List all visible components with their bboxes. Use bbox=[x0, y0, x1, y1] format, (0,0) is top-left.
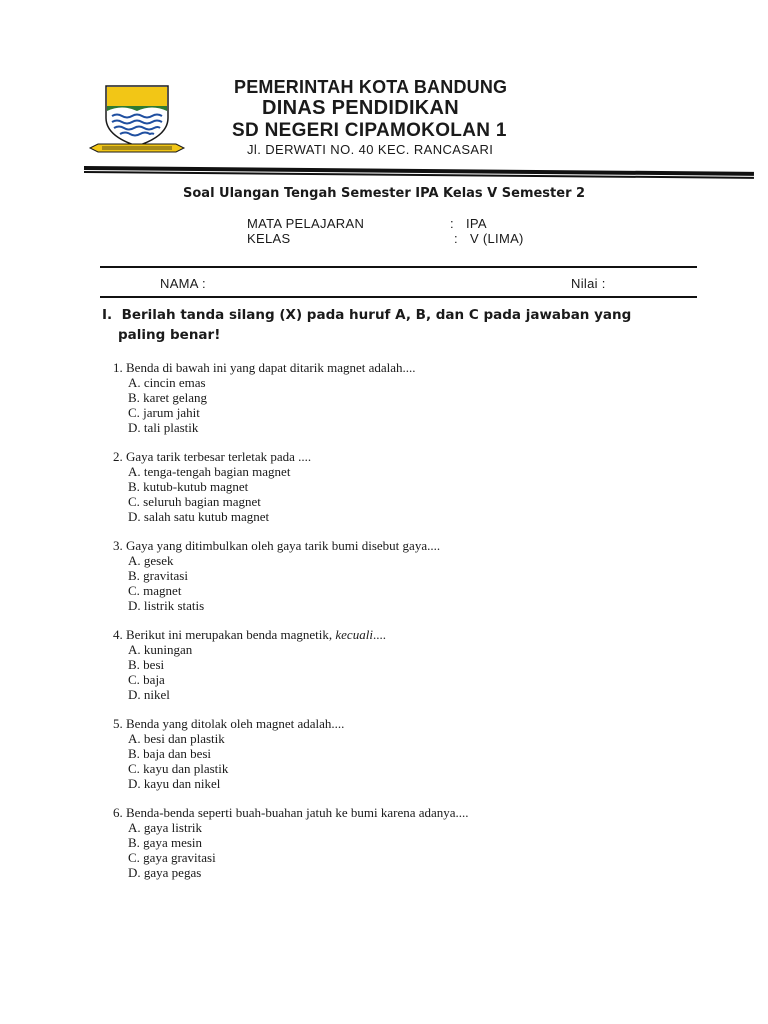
header-address: Jl. DERWATI NO. 40 KEC. RANCASARI bbox=[247, 142, 494, 157]
option-c: C. jarum jahit bbox=[128, 405, 200, 420]
student-name-label: NAMA : bbox=[160, 276, 206, 291]
question-stem bbox=[113, 449, 469, 464]
option-d: D. salah satu kutub magnet bbox=[128, 509, 270, 524]
class-label: KELAS bbox=[247, 231, 291, 246]
subject-separator: : bbox=[450, 216, 454, 231]
option-b: B. kutub-kutub magnet bbox=[128, 479, 249, 494]
class-separator: : bbox=[454, 231, 458, 246]
question-number: 1. bbox=[113, 360, 123, 375]
option-b: B. baja dan besi bbox=[128, 746, 212, 761]
option-d: D. tali plastik bbox=[128, 420, 199, 435]
option-a: A. tenga-tengah bagian magnet bbox=[128, 464, 291, 479]
option-a: A. kuningan bbox=[128, 642, 193, 657]
option-a: A. besi dan plastik bbox=[128, 731, 225, 746]
question-2 bbox=[113, 449, 469, 524]
question-stem bbox=[113, 538, 469, 553]
option-d: D. nikel bbox=[128, 687, 170, 702]
question-number: 3. bbox=[113, 538, 123, 553]
instruction-line-1: Berilah tanda silang (X) pada huruf A, B, dan C pada jawaban yang bbox=[121, 307, 632, 323]
option-b: B. gravitasi bbox=[128, 568, 188, 583]
question-text-end: .... bbox=[372, 627, 386, 642]
option-c: C. seluruh bagian magnet bbox=[128, 494, 261, 509]
question-3 bbox=[113, 538, 469, 613]
option-d: D. gaya pegas bbox=[128, 865, 202, 880]
question-text: Gaya tarik terbesar terletak pada .... bbox=[126, 449, 312, 464]
subject-value: IPA bbox=[466, 216, 487, 231]
option-c: C. magnet bbox=[128, 583, 182, 598]
question-number: 5. bbox=[113, 716, 123, 731]
question-number: 4. bbox=[113, 627, 123, 642]
score-label: Nilai : bbox=[571, 276, 606, 291]
option-d: D. kayu dan nikel bbox=[128, 776, 221, 791]
section-number: I. bbox=[102, 307, 113, 323]
question-text: Berikut ini merupakan benda magnetik, bbox=[126, 627, 336, 642]
exam-title: Soal Ulangan Tengah Semester IPA Kelas V Semester 2 bbox=[183, 186, 586, 201]
option-b: B. gaya mesin bbox=[128, 835, 203, 850]
question-stem bbox=[113, 627, 469, 642]
option-a: A. gaya listrik bbox=[128, 820, 203, 835]
question-list bbox=[113, 360, 469, 894]
instruction-line-2: paling benar! bbox=[118, 327, 221, 343]
header-department: DINAS PENDIDIKAN bbox=[262, 97, 460, 119]
class-value: V (LIMA) bbox=[470, 231, 524, 246]
question-text: Gaya yang ditimbulkan oleh gaya tarik bumi disebut gaya.... bbox=[126, 538, 441, 553]
bandung-crest-logo bbox=[88, 84, 186, 158]
option-c: C. baja bbox=[128, 672, 165, 687]
question-text-emphasis: kecuali bbox=[335, 627, 373, 642]
name-row-bottom-rule bbox=[100, 296, 697, 298]
question-4 bbox=[113, 627, 469, 702]
question-text: Benda yang ditolak oleh magnet adalah.... bbox=[126, 716, 345, 731]
question-number: 2. bbox=[113, 449, 123, 464]
option-b: B. besi bbox=[128, 657, 165, 672]
option-c: C. gaya gravitasi bbox=[128, 850, 216, 865]
option-a: A. cincin emas bbox=[128, 375, 206, 390]
question-text: Benda di bawah ini yang dapat ditarik magnet adalah.... bbox=[126, 360, 416, 375]
section-instruction bbox=[102, 305, 631, 345]
subject-label: MATA PELAJARAN bbox=[247, 216, 365, 231]
option-b: B. karet gelang bbox=[128, 390, 208, 405]
question-5 bbox=[113, 716, 469, 791]
question-text: Benda-benda seperti buah-buahan jatuh ke bumi karena adanya.... bbox=[126, 805, 469, 820]
name-row-top-rule bbox=[100, 266, 697, 268]
option-a: A. gesek bbox=[128, 553, 174, 568]
header-government: PEMERINTAH KOTA BANDUNG bbox=[234, 77, 508, 97]
option-c: C. kayu dan plastik bbox=[128, 761, 229, 776]
question-stem bbox=[113, 360, 469, 375]
option-d: D. listrik statis bbox=[128, 598, 205, 613]
header-school-name: SD NEGERI CIPAMOKOLAN 1 bbox=[232, 120, 507, 141]
question-6 bbox=[113, 805, 469, 880]
question-stem bbox=[113, 716, 469, 731]
question-stem bbox=[113, 805, 469, 820]
question-1 bbox=[113, 360, 469, 435]
question-number: 6. bbox=[113, 805, 123, 820]
